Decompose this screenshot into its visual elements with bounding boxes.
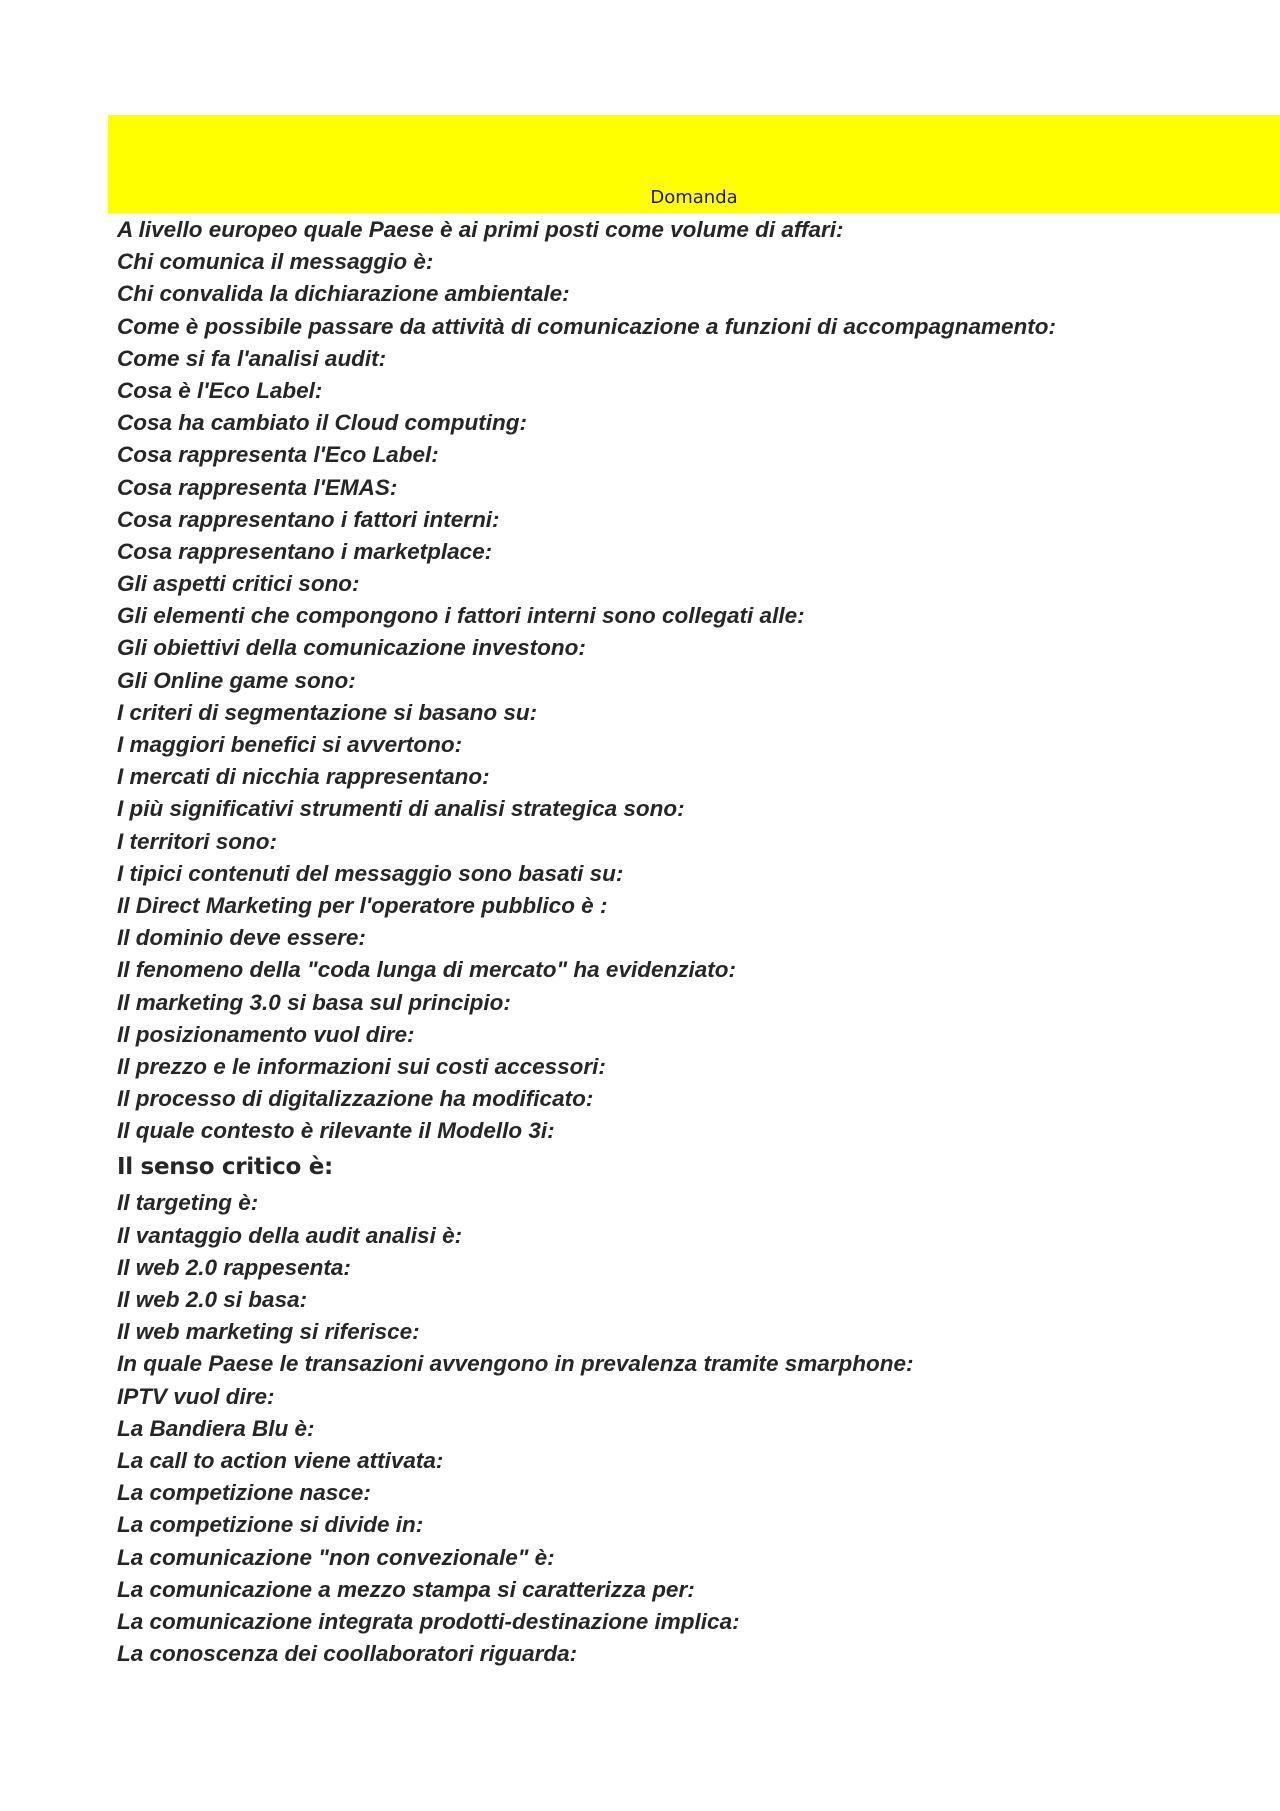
question-row[interactable]: Il posizionamento vuol dire:	[117, 1021, 415, 1047]
question-row[interactable]: Il fenomeno della "coda lunga di mercato" ha evidenziato:	[117, 957, 736, 983]
question-row[interactable]: Cosa rappresentano i fattori interni:	[117, 506, 500, 532]
question-row[interactable]: La competizione nasce:	[117, 1480, 371, 1506]
question-row[interactable]: Gli aspetti critici sono:	[117, 571, 360, 597]
question-row[interactable]: La conoscenza dei coollaboratori riguarda:	[117, 1641, 578, 1667]
question-row[interactable]: I tipici contenuti del messaggio sono basati su:	[117, 860, 624, 886]
question-row[interactable]: Il senso critico è:	[117, 1154, 333, 1181]
question-row[interactable]: Cosa rappresenta l'Eco Label:	[117, 442, 439, 468]
question-row[interactable]: Il quale contesto è rilevante il Modello 3i:	[117, 1118, 555, 1144]
question-row[interactable]: La call to action viene attivata:	[117, 1447, 444, 1473]
question-row[interactable]: Gli obiettivi della comunicazione investono:	[117, 635, 586, 661]
question-row[interactable]: Il web 2.0 si basa:	[117, 1287, 308, 1312]
question-row[interactable]: La comunicazione a mezzo stampa si caratterizza per:	[117, 1576, 695, 1602]
question-row[interactable]: La Bandiera Blu è:	[117, 1415, 315, 1441]
column-header-cell[interactable]	[108, 115, 1280, 213]
question-row[interactable]: La competizione si divide in:	[117, 1512, 424, 1538]
question-row[interactable]: I maggiori benefici si avvertono:	[117, 732, 463, 757]
question-row[interactable]: Come si fa l'analisi audit:	[117, 345, 387, 371]
question-row[interactable]: I mercati di nicchia rappresentano:	[117, 764, 490, 790]
question-row[interactable]: Il targeting è:	[117, 1190, 259, 1216]
question-row[interactable]: Il web 2.0 rappesenta:	[117, 1254, 351, 1280]
question-row[interactable]: Il web marketing si riferisce:	[117, 1319, 420, 1345]
question-row[interactable]: Il Direct Marketing per l'operatore pubblico è :	[117, 892, 608, 918]
question-row[interactable]: Il marketing 3.0 si basa sul principio:	[117, 989, 511, 1015]
question-row[interactable]: Cosa è l'Eco Label:	[117, 377, 323, 403]
question-row[interactable]: Gli elementi che compongono i fattori interni sono collegati alle:	[117, 603, 805, 629]
question-row[interactable]: Cosa rappresenta l'EMAS:	[117, 474, 398, 500]
question-row[interactable]: Chi convalida la dichiarazione ambientale:	[117, 281, 570, 307]
question-row[interactable]: Cosa ha cambiato il Cloud computing:	[117, 410, 528, 436]
question-list	[117, 214, 1267, 1670]
column-header-label: Domanda	[650, 187, 738, 208]
question-row[interactable]: La comunicazione "non convezionale" è:	[117, 1544, 555, 1570]
question-row[interactable]: I criteri di segmentazione si basano su:	[117, 699, 538, 725]
question-row[interactable]: La comunicazione integrata prodotti-destinazione implica:	[117, 1608, 740, 1634]
question-row[interactable]: Come è possibile passare da attività di comunicazione a funzioni di accompagnamento:	[117, 313, 1056, 339]
question-row[interactable]: I più significativi strumenti di analisi strategica sono:	[117, 796, 685, 822]
question-row[interactable]: I territori sono:	[117, 828, 278, 854]
question-row[interactable]: Il processo di digitalizzazione ha modificato:	[117, 1086, 594, 1112]
question-row[interactable]: Il dominio deve essere:	[117, 925, 366, 951]
question-row[interactable]: Il vantaggio della audit analisi è:	[117, 1222, 463, 1248]
question-row[interactable]: A livello europeo quale Paese è ai primi posti come volume di affari:	[117, 217, 844, 242]
question-row[interactable]: Chi comunica il messaggio è:	[117, 249, 434, 275]
question-row[interactable]: Il prezzo e le informazioni sui costi accessori:	[117, 1053, 606, 1079]
question-row[interactable]: IPTV vuol dire:	[117, 1383, 275, 1409]
question-row[interactable]: Cosa rappresentano i marketplace:	[117, 538, 493, 564]
question-row[interactable]: In quale Paese le transazioni avvengono in prevalenza tramite smarphone:	[117, 1351, 914, 1377]
question-row[interactable]: Gli Online game sono:	[117, 667, 356, 693]
